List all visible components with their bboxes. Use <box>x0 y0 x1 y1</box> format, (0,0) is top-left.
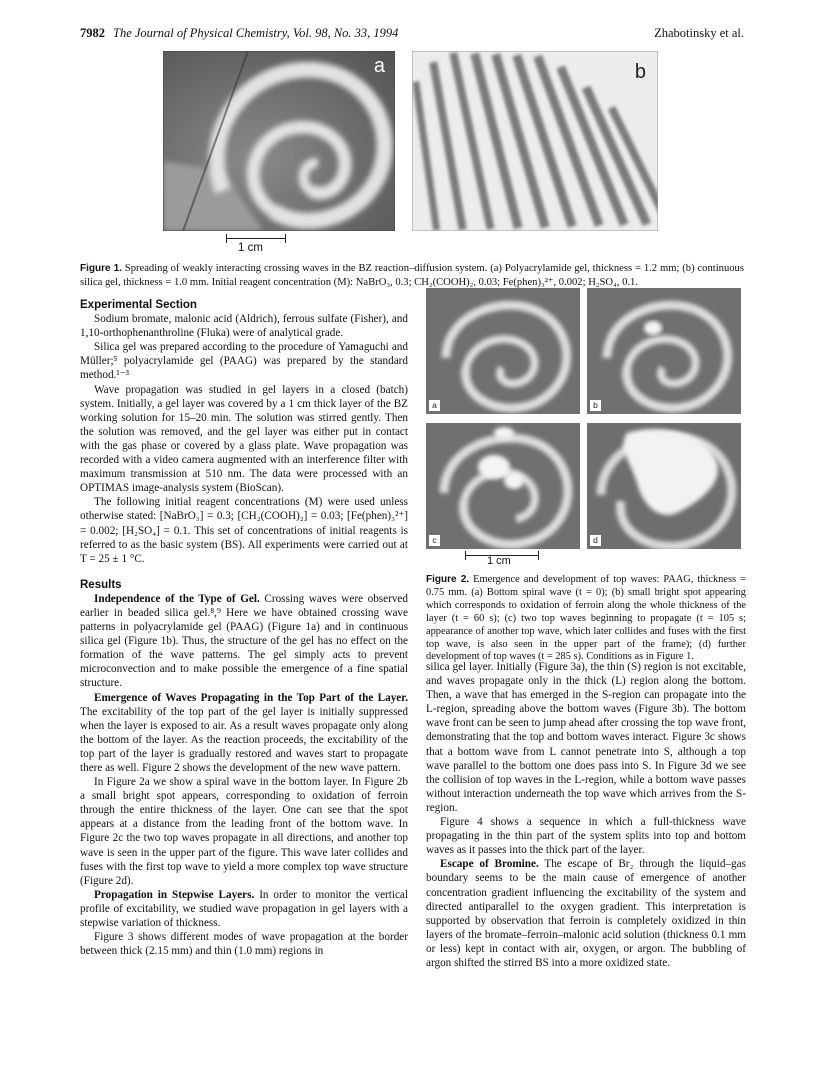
figure2-panel-d <box>587 423 741 549</box>
figure2-panel-b <box>587 288 741 414</box>
paragraph: Sodium bromate, malonic acid (Aldrich), ferrous sulfate (Fisher), and 1,10-orthophenanthroline (Fluka) were of analytical grade. <box>80 313 408 340</box>
figure2-panel-c <box>426 423 580 549</box>
paragraph: Wave propagation was studied in gel layers in a closed (batch) system. Initially, a gel layer was covered by a 1 cm thick layer of the BZ working solution for 15–20 min. The solution was stirred gently. Then the solution was removed, and the gel layer was either put in contact with the gas phase or covered by a glass plate. Wave propagation was recorded with a video camera augmented with an interference filter with maximum transmission at 510 nm. The data were processed with an OPTIMAS image-analysis system (BioScan). <box>80 383 408 495</box>
figure2-tag-d: d <box>590 535 601 546</box>
header-left <box>80 26 398 41</box>
figure2-tag-a: a <box>429 400 440 411</box>
paragraph: The following initial reagent concentrations (M) were used unless otherwise stated: [NaBrO₃] = 0.3; [CH₂(COOH)₂] = 0.03; [Fe(phen)₃²⁺] = 0.002; [H₂SO₄] = 0.1. This set of concentrations of initial reagents is referred to as the basic system (BS). All experiments were carried out at T = 25 ± 1 °C. <box>80 496 408 565</box>
results-heading: Results <box>80 578 122 591</box>
paragraph-text: The escape of Br₂ through the liquid–gas boundary seems to be the main cause of emergence of another concentration gradient influencing the excitability of the system and directed antiparallel to the oxygen gradient. This interpretation is supported by observation that ferroin is completely oxidized in thin layers of the bromate–ferroin–malonic acid solution (thickness 0.1 mm or less) kept in contact with air, oxygen, or argon. The bubbling of argon shifted the stirred BS into a more oxidized state. <box>426 858 746 969</box>
paragraph <box>80 691 408 776</box>
paragraph <box>426 857 746 970</box>
figure1-caption-text: Spreading of weakly interacting crossing waves in the BZ reaction–diffusion system. (a) Polyacrylamide gel, thickness = 1.2 mm; (b) continuous silica gel, thickness = 1.0 mm. Initial reagent concentration (M): NaBrO₃, 0.3; CH₂(COOH)₂, 0.03; Fe(phen)₃²⁺, 0.002; H₂SO₄, 0.1. <box>80 263 744 288</box>
paragraph: In Figure 2a we show a spiral wave in the bottom layer. In Figure 2b a small bright spot appears, corresponding to oxidation of ferroin through the entire thickness of the layer. One can see that the spot appears at a distance from the leading front of the bottom wave. In Figure 2c the two top waves propagate in all directions, and another top wave is seen in the upper part of the figure. This wave later collides and fuses with the first top wave to yield a more complex top wave structure (Figure 2d). <box>80 776 408 887</box>
paragraph-text: In order to monitor the vertical profile of excitability, we studied wave propagation in gel layers with a stepwise variation of thickness. <box>80 888 409 930</box>
figure2-tag-b: b <box>590 400 601 411</box>
figure2-caption-label: Figure 2. <box>426 574 470 585</box>
spiral-wave-image <box>163 51 395 231</box>
figure2-caption <box>426 574 746 664</box>
paragraph: Figure 3 shows different modes of wave propagation at the border between thick (2.15 mm) and thin (1.0 mm) regions in <box>80 931 408 958</box>
runin-heading: Emergence of Waves Propagating in the Top Part of the Layer. <box>94 691 408 704</box>
figure1-label-b: b <box>634 61 646 83</box>
figure2-panel-a <box>426 288 580 414</box>
spiral-image-d <box>587 423 741 549</box>
figure2-tag-c: c <box>429 535 440 546</box>
page-number: 7982 <box>80 26 105 40</box>
figure1-caption <box>80 262 744 289</box>
figure1-panel-b <box>412 51 658 231</box>
figure1-caption-label: Figure 1. <box>80 263 122 274</box>
right-column <box>426 660 746 970</box>
paragraph: Figure 4 shows a sequence in which a full-thickness wave propagating in the thin part of the system splits into top and bottom waves as it passes into the thick part of the layer. <box>426 816 746 857</box>
journal-title: The Journal of Physical Chemistry, Vol. 98, No. 33, 1994 <box>113 26 399 40</box>
paragraph <box>80 592 408 691</box>
figure2-caption-text: Emergence and development of top waves: PAAG, thickness = 0.75 mm. (a) Bottom spiral wave (t = 0); (b) small bright spot appearing which corresponds to oxidation of ferroin along the whole thickness of the layer (t = 60 s); (c) two top waves beginning to propagate (t = 105 s; appearance of another top wave, which later collides and fuses with the first top wave, is also seen in the upper part of the frame); (d) further development of top waves (t = 285 s). Conditions as in Figure 1. <box>426 574 746 663</box>
runin-heading: Propagation in Stepwise Layers. <box>94 888 255 901</box>
header-authors: Zhabotinsky et al. <box>654 26 744 40</box>
spiral-image-a <box>426 288 580 414</box>
experimental-heading: Experimental Section <box>80 299 197 311</box>
spiral-image-c <box>426 423 580 549</box>
paragraph: silica gel layer. Initially (Figure 3a), the thin (S) region is not excitable, and waves propagate only in the thick (L) region along the bottom. Then, a wave that has emerged in the S-region can propagate into the L-region, spreading above the bottom waves (Figure 3b). The bottom wave front can be seen to jump ahead after crossing the top wave front, demonstrating that the top and bottom waves interact. Figure 3c shows that a bottom wave from L cannot penetrate into S, although a top wave parallel to the bottom one does pass into S. In Figure 3d we see the collision of top waves in the L-region, while a bottom wave passes without interaction underneath the top wave which arrives from the S-region. <box>426 661 746 814</box>
paragraph-text: The excitability of the top part of the gel layer is initially suppressed when the layer is exposed to air. As a result waves propagate only along the bottom of the layer. As the reaction proceeds, the excitability of the top part of the layer is gradually restored and waves start to propagate there as well. Figure 2 shows the development of the new wave pattern. <box>80 705 408 774</box>
left-column <box>80 298 408 958</box>
stripe-wave-image <box>412 51 658 231</box>
figure1-panel-a <box>163 51 395 231</box>
figure1-scale-label: 1 cm <box>238 242 263 254</box>
figure1-label-a: a <box>373 55 385 77</box>
runin-heading: Escape of Bromine. <box>440 858 539 871</box>
paragraph-text: Crossing waves were observed earlier in beaded silica gel.⁸,⁹ Here we have obtained crossing wave patterns in polyacrylamide gel (PAAG) (Figure 1a) and in continuous silica gel (Figure 1b). Thus, the structure of the gel has no effect on the formation of the wave patterns. The gel simply acts to prevent microconvection and to make possible the emergence of a fine spatial structure. <box>80 592 408 690</box>
paragraph <box>80 888 408 930</box>
paragraph: Silica gel was prepared according to the procedure of Yamaguchi and Müller;⁵ polyacrylamide gel (PAAG) was prepared by the standard method.¹⁻³ <box>80 341 408 382</box>
runin-heading: Independence of the Type of Gel. <box>94 592 260 605</box>
figure2-scale-label: 1 cm <box>487 555 511 567</box>
spiral-image-b <box>587 288 741 414</box>
